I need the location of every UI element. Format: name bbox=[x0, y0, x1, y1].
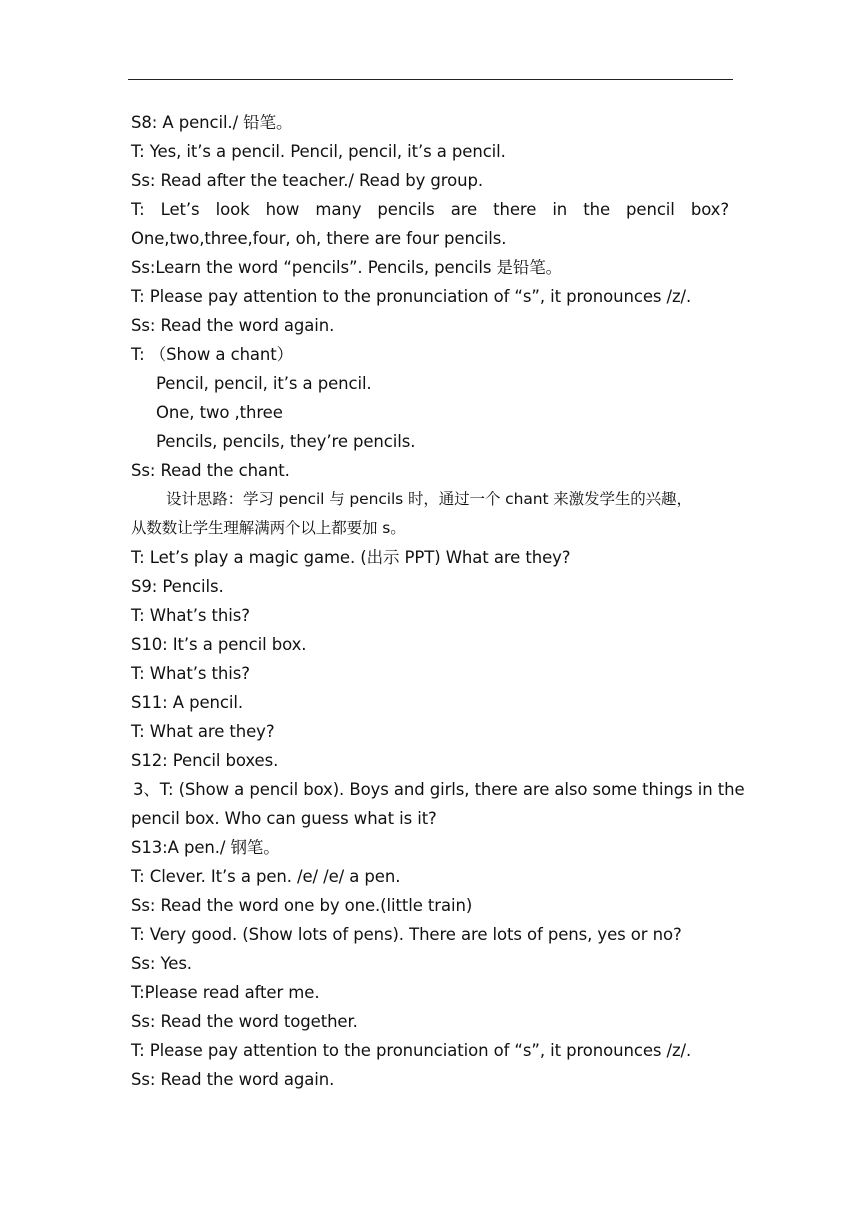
text-line: Ss: Read the chant. bbox=[131, 461, 290, 480]
document-body bbox=[131, 108, 745, 1094]
text-line: T: What’s this? bbox=[131, 606, 250, 625]
text-line: S12: Pencil boxes. bbox=[131, 751, 279, 770]
chant-line: Pencil, pencil, it’s a pencil. bbox=[156, 374, 372, 393]
text-line: One,two,three,four, oh, there are four pencils. bbox=[131, 229, 507, 248]
text-line: Ss:Learn the word “pencils”. Pencils, pencils 是铅笔。 bbox=[131, 258, 563, 277]
text-line: T: Please pay attention to the pronunciation of “s”, it pronounces /z/. bbox=[131, 1041, 692, 1060]
design-note: 设计思路：学习 pencil 与 pencils 时，通过一个 chant 来激发学生的兴趣， bbox=[166, 490, 692, 508]
text-line: T: Very good. (Show lots of pens). There are lots of pens, yes or no? bbox=[131, 925, 682, 944]
design-note: 从数数让学生理解满两个以上都要加 s。 bbox=[131, 519, 406, 537]
chant-line: One, two ,three bbox=[156, 403, 283, 422]
text-line: T: What are they? bbox=[131, 722, 275, 741]
text-line: T: （Show a chant） bbox=[131, 345, 294, 364]
text-line: Ss: Yes. bbox=[131, 954, 192, 973]
text-line: S11: A pencil. bbox=[131, 693, 243, 712]
header-rule bbox=[128, 79, 733, 80]
text-line: T: Yes, it’s a pencil. Pencil, pencil, it’s a pencil. bbox=[131, 142, 506, 161]
text-line: T: What’s this? bbox=[131, 664, 250, 683]
text-line: S10: It’s a pencil box. bbox=[131, 635, 307, 654]
text-line: S9: Pencils. bbox=[131, 577, 224, 596]
text-line: T: Let’s play a magic game. (出示 PPT) What are they? bbox=[131, 548, 571, 567]
text-line: Ss: Read after the teacher./ Read by group. bbox=[131, 171, 483, 190]
text-line: S13:A pen./ 钢笔。 bbox=[131, 838, 280, 857]
text-line: T: Please pay attention to the pronunciation of “s”, it pronounces /z/. bbox=[131, 287, 692, 306]
chant-line: Pencils, pencils, they’re pencils. bbox=[156, 432, 416, 451]
text-line: S8: A pencil./ 铅笔。 bbox=[131, 113, 293, 132]
text-line: T:Please read after me. bbox=[131, 983, 320, 1002]
text-line: Ss: Read the word one by one.(little train) bbox=[131, 896, 473, 915]
text-line: Ss: Read the word again. bbox=[131, 1070, 335, 1089]
text-line: T: Let’s look how many pencils are there in the pencil box? bbox=[131, 200, 729, 219]
text-line: Ss: Read the word together. bbox=[131, 1012, 358, 1031]
text-line: T: Clever. It’s a pen. /e/ /e/ a pen. bbox=[131, 867, 401, 886]
text-line: Ss: Read the word again. bbox=[131, 316, 335, 335]
text-line: pencil box. Who can guess what is it? bbox=[131, 809, 437, 828]
step-line: 3、T: (Show a pencil box). Boys and girls, there are also some things in the bbox=[133, 780, 745, 799]
